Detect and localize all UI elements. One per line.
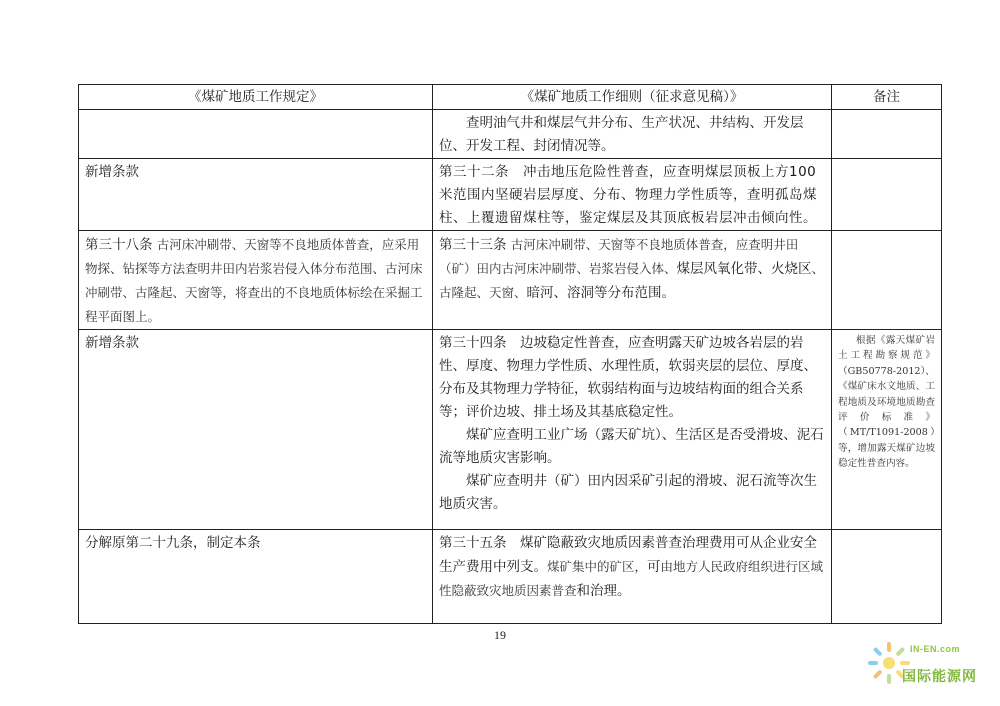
article-body-light: 古河床冲刷带、天窗等不良地质体普查，应查明井田（矿）田内古河床冲刷带、岩浆岩侵入体、 bbox=[439, 237, 799, 276]
middle-paragraph: 煤矿应查明井（矿）田内因采矿引起的滑坡、泥石流等次生地质灾害。 bbox=[439, 473, 817, 512]
left-text: 新增条款 bbox=[85, 335, 139, 351]
article-body-added: 可 bbox=[647, 559, 661, 575]
page-number: 19 bbox=[494, 628, 506, 642]
left-text: 分解原第二十九条，制定本条 bbox=[85, 535, 261, 551]
middle-cell bbox=[433, 159, 832, 231]
note-cell bbox=[832, 231, 942, 330]
article-label: 第三十三条 bbox=[439, 237, 507, 253]
watermark-brand: 国际能源网 bbox=[902, 669, 977, 685]
header-current-rules: 《煤矿地质工作规定》 bbox=[79, 85, 433, 110]
middle-cell bbox=[433, 110, 832, 159]
note-cell bbox=[832, 159, 942, 231]
header-draft-rules: 《煤矿地质工作细则（征求意见稿）》 bbox=[433, 85, 832, 110]
article-body-light: 由地方人民政府组织进行区域性隐蔽致灾地质因素普查 bbox=[439, 559, 824, 598]
article-body-light: 煤矿集中的矿区， bbox=[547, 559, 648, 574]
left-cell bbox=[79, 110, 433, 159]
middle-paragraph: 第三十四条 边坡稳定性普查，应查明露天矿边坡各岩层的岩性、厚度、物理力学性质、水理性质，软弱夹层的层位、厚度、分布及其物理力学特征，软弱结构面与边坡结构面的组合关系等；评价边坡、排土场及其基底稳定性。 bbox=[439, 335, 817, 420]
middle-text: 第三十二条 冲击地压危险性普查，应查明煤层顶板上方100米范围内坚硬岩层厚度、分布、物理力学性质等，查明孤岛煤柱、上覆遗留煤柱等，鉴定煤层及其顶底板岩层冲击倾向性。 bbox=[439, 164, 817, 226]
left-cell bbox=[79, 530, 433, 624]
article-body: 古河床冲刷带、天窗等不良地质体普查，应采用物探、钻探等方法查明井田内岩浆岩侵入体分布范围、古河床冲刷带、古隆起、天窗等，将查出的不良地质体标绘在采掘工程平面图上。 bbox=[85, 237, 423, 324]
middle-cell bbox=[433, 530, 832, 624]
comparison-table bbox=[78, 84, 942, 624]
middle-paragraph: 煤矿应查明工业广场（露天矿坑）、生活区是否受滑坡、泥石流等地质灾害影响。 bbox=[439, 427, 824, 466]
table-row bbox=[79, 159, 942, 231]
article-body-light: 、古隆起、天窗、 bbox=[439, 261, 825, 300]
table-row bbox=[79, 110, 942, 159]
note-cell bbox=[832, 330, 942, 530]
left-cell bbox=[79, 330, 433, 530]
watermark-domain: IN-EN.com bbox=[910, 644, 961, 654]
article-body-added: 和治理。 bbox=[576, 583, 631, 599]
note-cell bbox=[832, 530, 942, 624]
table-row bbox=[79, 530, 942, 624]
left-text: 新增条款 bbox=[85, 164, 139, 180]
table-row bbox=[79, 330, 942, 530]
left-cell bbox=[79, 159, 433, 231]
remark-text: 根据《露天煤矿岩土工程勘察规范》（GB50778-2012）、《煤矿床水文地质、工程地质及环境地质勘查评价标准》（MT/T1091-2008）等，增加露天煤矿边坡稳定性普查内容。 bbox=[838, 335, 935, 470]
watermark-logo bbox=[862, 634, 992, 696]
note-cell bbox=[832, 110, 942, 159]
article-body-added: 煤层风氧化带、火烧区 bbox=[676, 261, 812, 277]
header-remarks: 备注 bbox=[832, 85, 942, 110]
article-label: 第三十八条 bbox=[85, 237, 153, 253]
article-body-added: 第三十五条 煤矿隐蔽致灾地质因素普查治理费用可从企业安全生产费用中列支。 bbox=[439, 535, 817, 575]
article-body-added: 暗河、溶洞等分布范围。 bbox=[526, 285, 676, 301]
middle-text: 查明油气井和煤层气井分布、生产状况、井结构、开发层位、开发工程、封闭情况等。 bbox=[439, 115, 804, 154]
left-cell bbox=[79, 231, 433, 330]
table-row bbox=[79, 231, 942, 330]
middle-cell bbox=[433, 231, 832, 330]
table-header-row bbox=[79, 85, 942, 110]
middle-cell bbox=[433, 330, 832, 530]
